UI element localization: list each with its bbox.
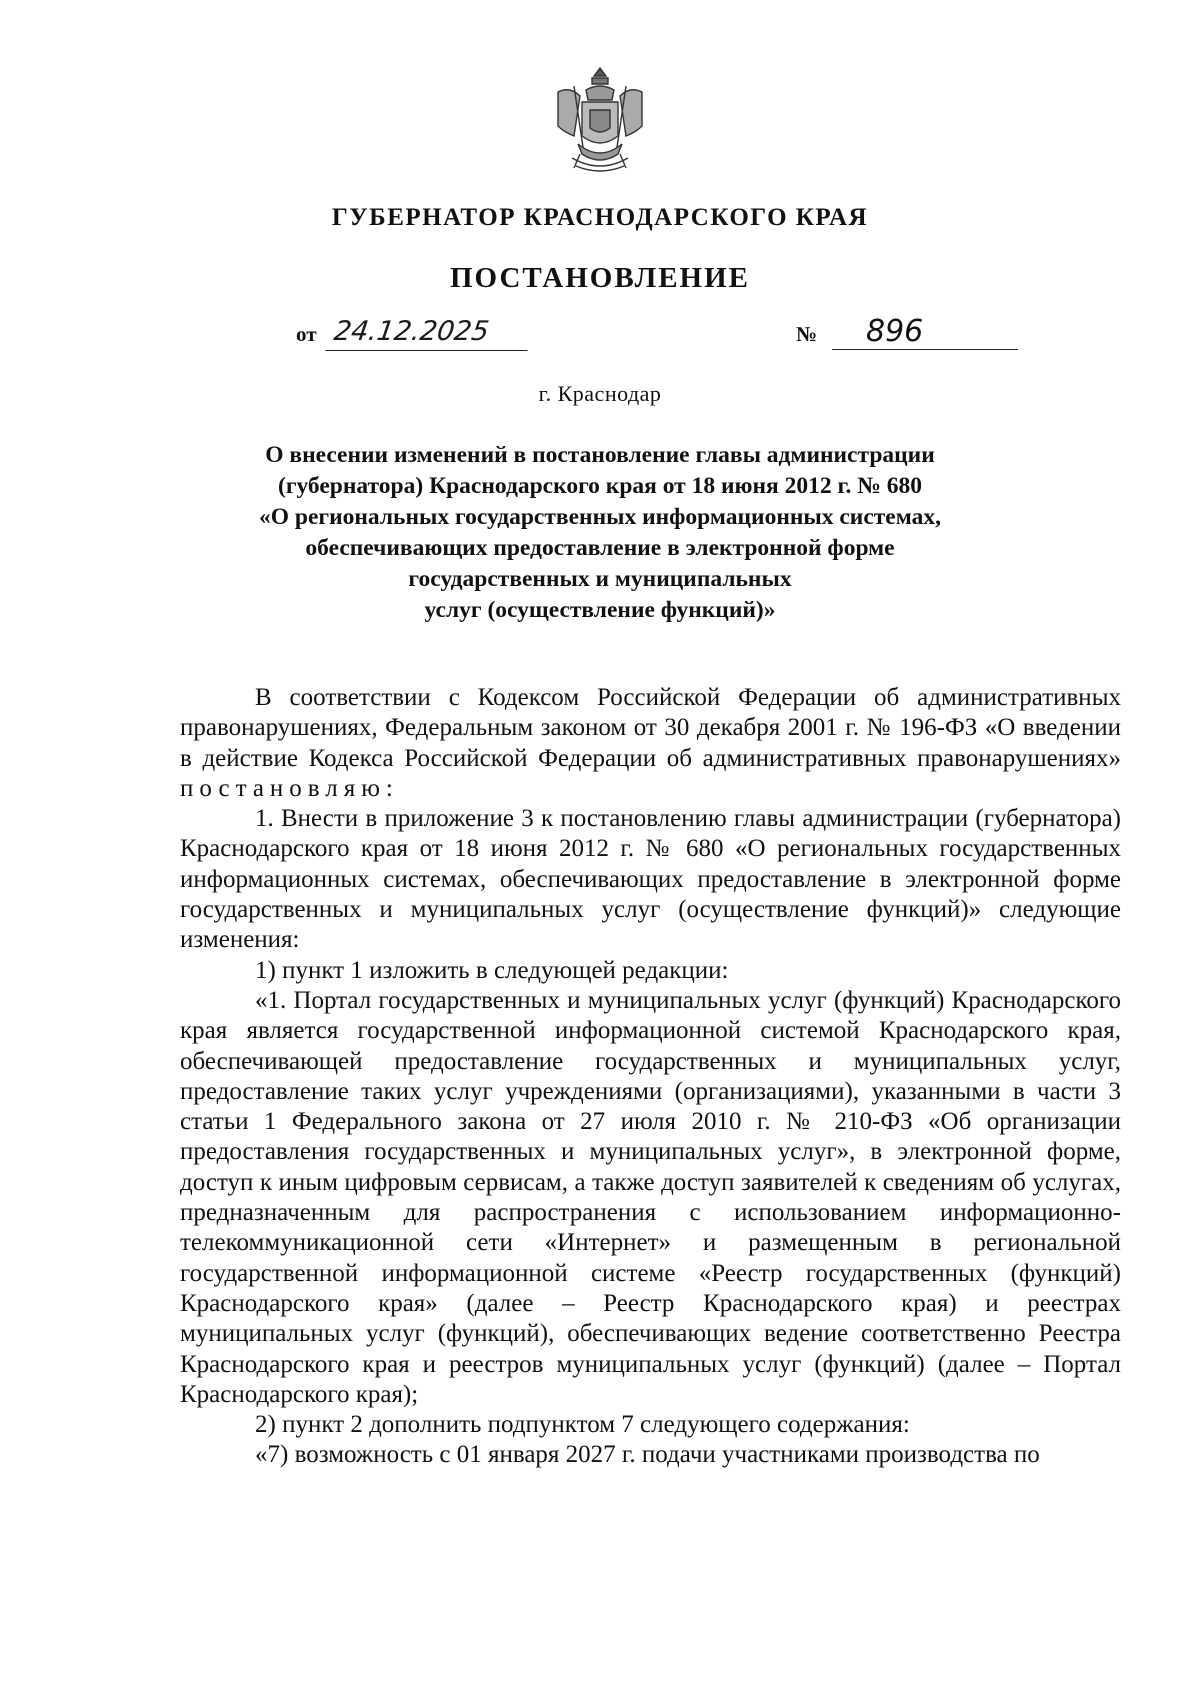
date-value: 24.12.2025 — [325, 314, 532, 351]
clause-paragraph: «7) возможность с 01 января 2027 г. подачи участниками производства по — [255, 1441, 1040, 1469]
clause-paragraph: 1. Внести в приложение 3 к постановлению главы администрации (губернатора) Краснодарского края от 18 июня 2012 г. № 680 «О региональных государственных информационных системах, обеспечивающих предоставление в электронной форме государственных и муниципальных услуг (осуществление функций)» следующие изменения: — [180, 805, 1121, 954]
preamble-text: В соответствии с Кодексом Российской Федерации об административных правонарушениях, Федеральным законом от 30 декабря 2001 г. № 196-ФЗ «О введении в действие Кодекса Российской Федерации об административных правонарушениях» — [180, 684, 1121, 772]
document-type: ПОСТАНОВЛЕНИЕ — [449, 262, 750, 294]
clause-paragraph: «1. Портал государственных и муниципальных услуг (функций) Краснодарского края является государственной информационной системой Краснодарского края, обеспечивающей предоставление государственных и муниципальных услуг, предоставление таких услуг учреждениями (организациями), указанными в части 3 статьи 1 Федерального закона от 27 июля 2010 г. № 210-ФЗ «Об организации предоставления государственных и муниципальных услуг», в электронной форме, доступ к иным цифровым сервисам, а также доступ заявителей к сведениям об услугах, предназначенным для распространения с использованием информационно-телекоммуникационной сети «Интернет» и размещенным в региональной государственной информационной системе «Реестр государственных (функций) Краснодарского края» (далее – Реестр Краснодарского края) и реестрах муниципальных услуг (функций), обеспечивающих ведение соответственно Реестра Краснодарского края и реестров муниципальных услуг (функций) (далее – Портал Краснодарского края); — [180, 986, 1121, 1408]
subject-line: О внесении изменений в постановление главы администрации — [265, 442, 935, 468]
number-value: 896 — [832, 314, 1018, 350]
document-subject — [180, 440, 1020, 626]
decree-word: постановляю: — [180, 774, 399, 802]
city: г. Краснодар — [538, 381, 662, 406]
date-prefix: от — [296, 322, 317, 346]
subject-line: государственных и муниципальных — [408, 566, 792, 592]
subject-line: (губернатора) Краснодарского края от 18 июня 2012 г. № 680 — [278, 473, 922, 499]
subject-line: услуг (осуществление функций)» — [424, 597, 776, 623]
document-body — [180, 683, 1121, 1471]
clause-paragraph: 1) пункт 1 изложить в следующей редакции: — [255, 956, 729, 984]
coat-of-arms-emblem — [550, 62, 650, 186]
subject-line: «О региональных государственных информационных системах, — [259, 504, 941, 530]
subject-line: обеспечивающих предоставление в электронной форме — [305, 535, 895, 561]
issuer-title: ГУБЕРНАТОР КРАСНОДАРСКОГО КРАЯ — [331, 204, 869, 231]
clause-paragraph: 2) пункт 2 дополнить подпунктом 7 следующего содержания: — [255, 1411, 910, 1439]
preamble-paragraph — [180, 683, 1121, 804]
number-prefix: № — [796, 322, 818, 346]
